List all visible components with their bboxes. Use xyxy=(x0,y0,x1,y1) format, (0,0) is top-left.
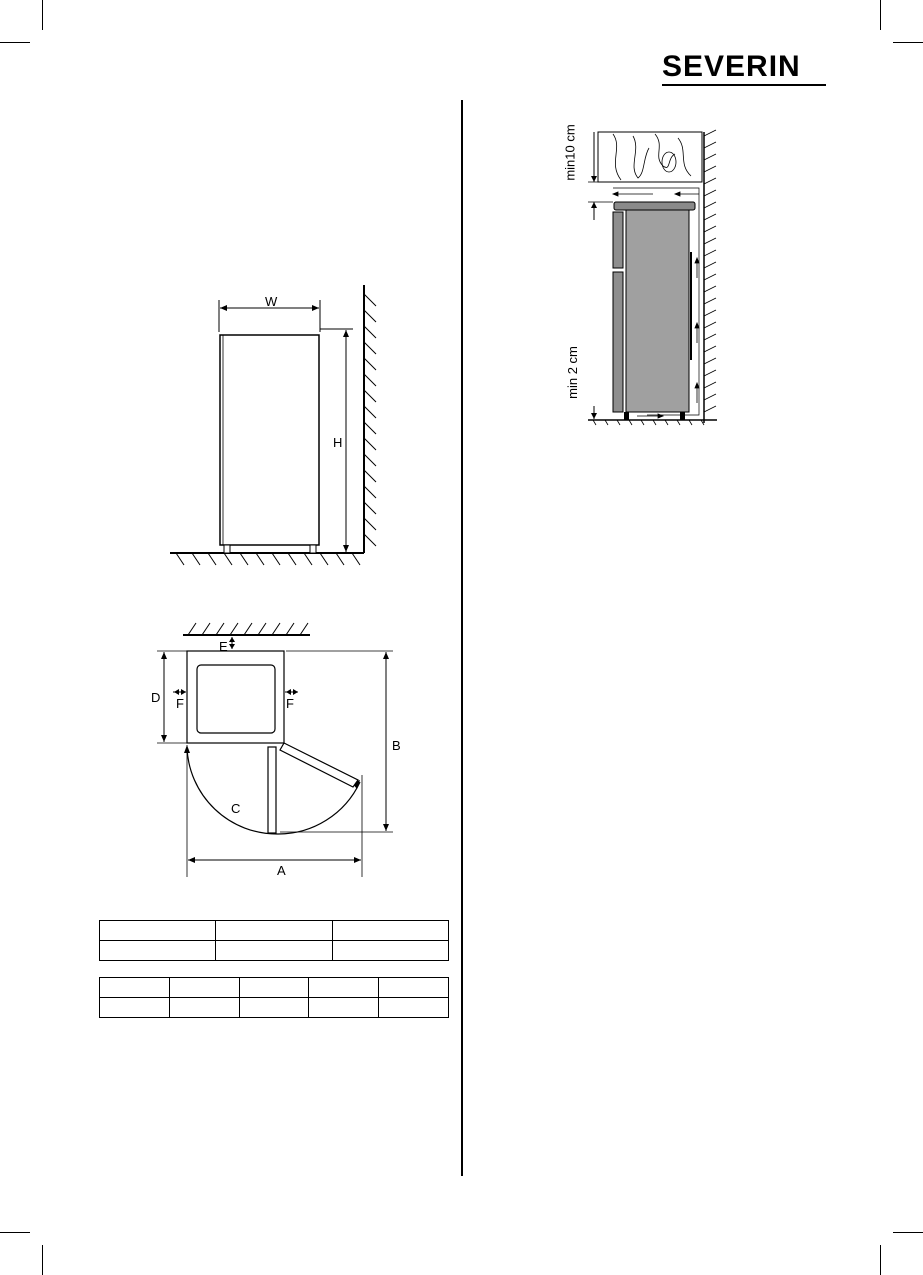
logo-underline xyxy=(662,84,826,86)
wall-hatching xyxy=(188,623,308,635)
crop-mark xyxy=(880,1245,881,1275)
floor-hatching xyxy=(176,553,360,565)
table-cell xyxy=(379,998,449,1018)
brand-logo xyxy=(662,52,826,86)
dimension-label-f-left: F xyxy=(176,696,184,711)
table-row xyxy=(100,978,449,998)
table-cell xyxy=(239,998,309,1018)
table-row xyxy=(100,941,449,961)
crop-mark xyxy=(42,0,43,30)
table-cell xyxy=(332,941,448,961)
bottom-clearance-label: min 2 cm xyxy=(564,346,580,399)
dimension-label-a: A xyxy=(277,863,286,878)
height-label: H xyxy=(333,435,343,450)
table-cell xyxy=(100,941,216,961)
wall-hatching xyxy=(364,294,376,546)
table-cell xyxy=(309,998,379,1018)
crop-mark xyxy=(880,0,881,30)
dimension-table-2 xyxy=(99,977,449,1018)
table-cell xyxy=(100,978,170,998)
table-cell xyxy=(216,941,332,961)
table-cell xyxy=(379,978,449,998)
side-view-ventilation-figure xyxy=(583,128,723,428)
brand-name: SEVERIN xyxy=(662,50,801,83)
dimension-label-b: B xyxy=(392,738,401,753)
width-label: W xyxy=(265,294,278,309)
dimension-label-c: C xyxy=(231,801,241,816)
column-divider xyxy=(461,100,463,1176)
top-clearance-label: min10 cm xyxy=(562,124,578,181)
table-cell xyxy=(169,978,239,998)
crop-mark xyxy=(0,1232,30,1233)
table-cell xyxy=(239,978,309,998)
dimension-label-e: E xyxy=(219,639,228,654)
table-cell xyxy=(169,998,239,1018)
crop-mark xyxy=(893,42,923,43)
crop-mark xyxy=(893,1232,923,1233)
table-cell xyxy=(100,998,170,1018)
table-cell xyxy=(216,921,332,941)
table-cell xyxy=(100,921,216,941)
table-row xyxy=(100,998,449,1018)
dimension-label-f-right: F xyxy=(286,696,294,711)
crop-mark xyxy=(0,42,30,43)
dimension-label-d: D xyxy=(151,690,161,705)
wall-hatching xyxy=(704,130,716,412)
dimension-table-1 xyxy=(99,920,449,961)
front-view-figure xyxy=(160,280,385,575)
crop-mark xyxy=(42,1245,43,1275)
top-view-figure xyxy=(140,615,405,880)
table-cell xyxy=(332,921,448,941)
table-row xyxy=(100,921,449,941)
table-cell xyxy=(309,978,379,998)
